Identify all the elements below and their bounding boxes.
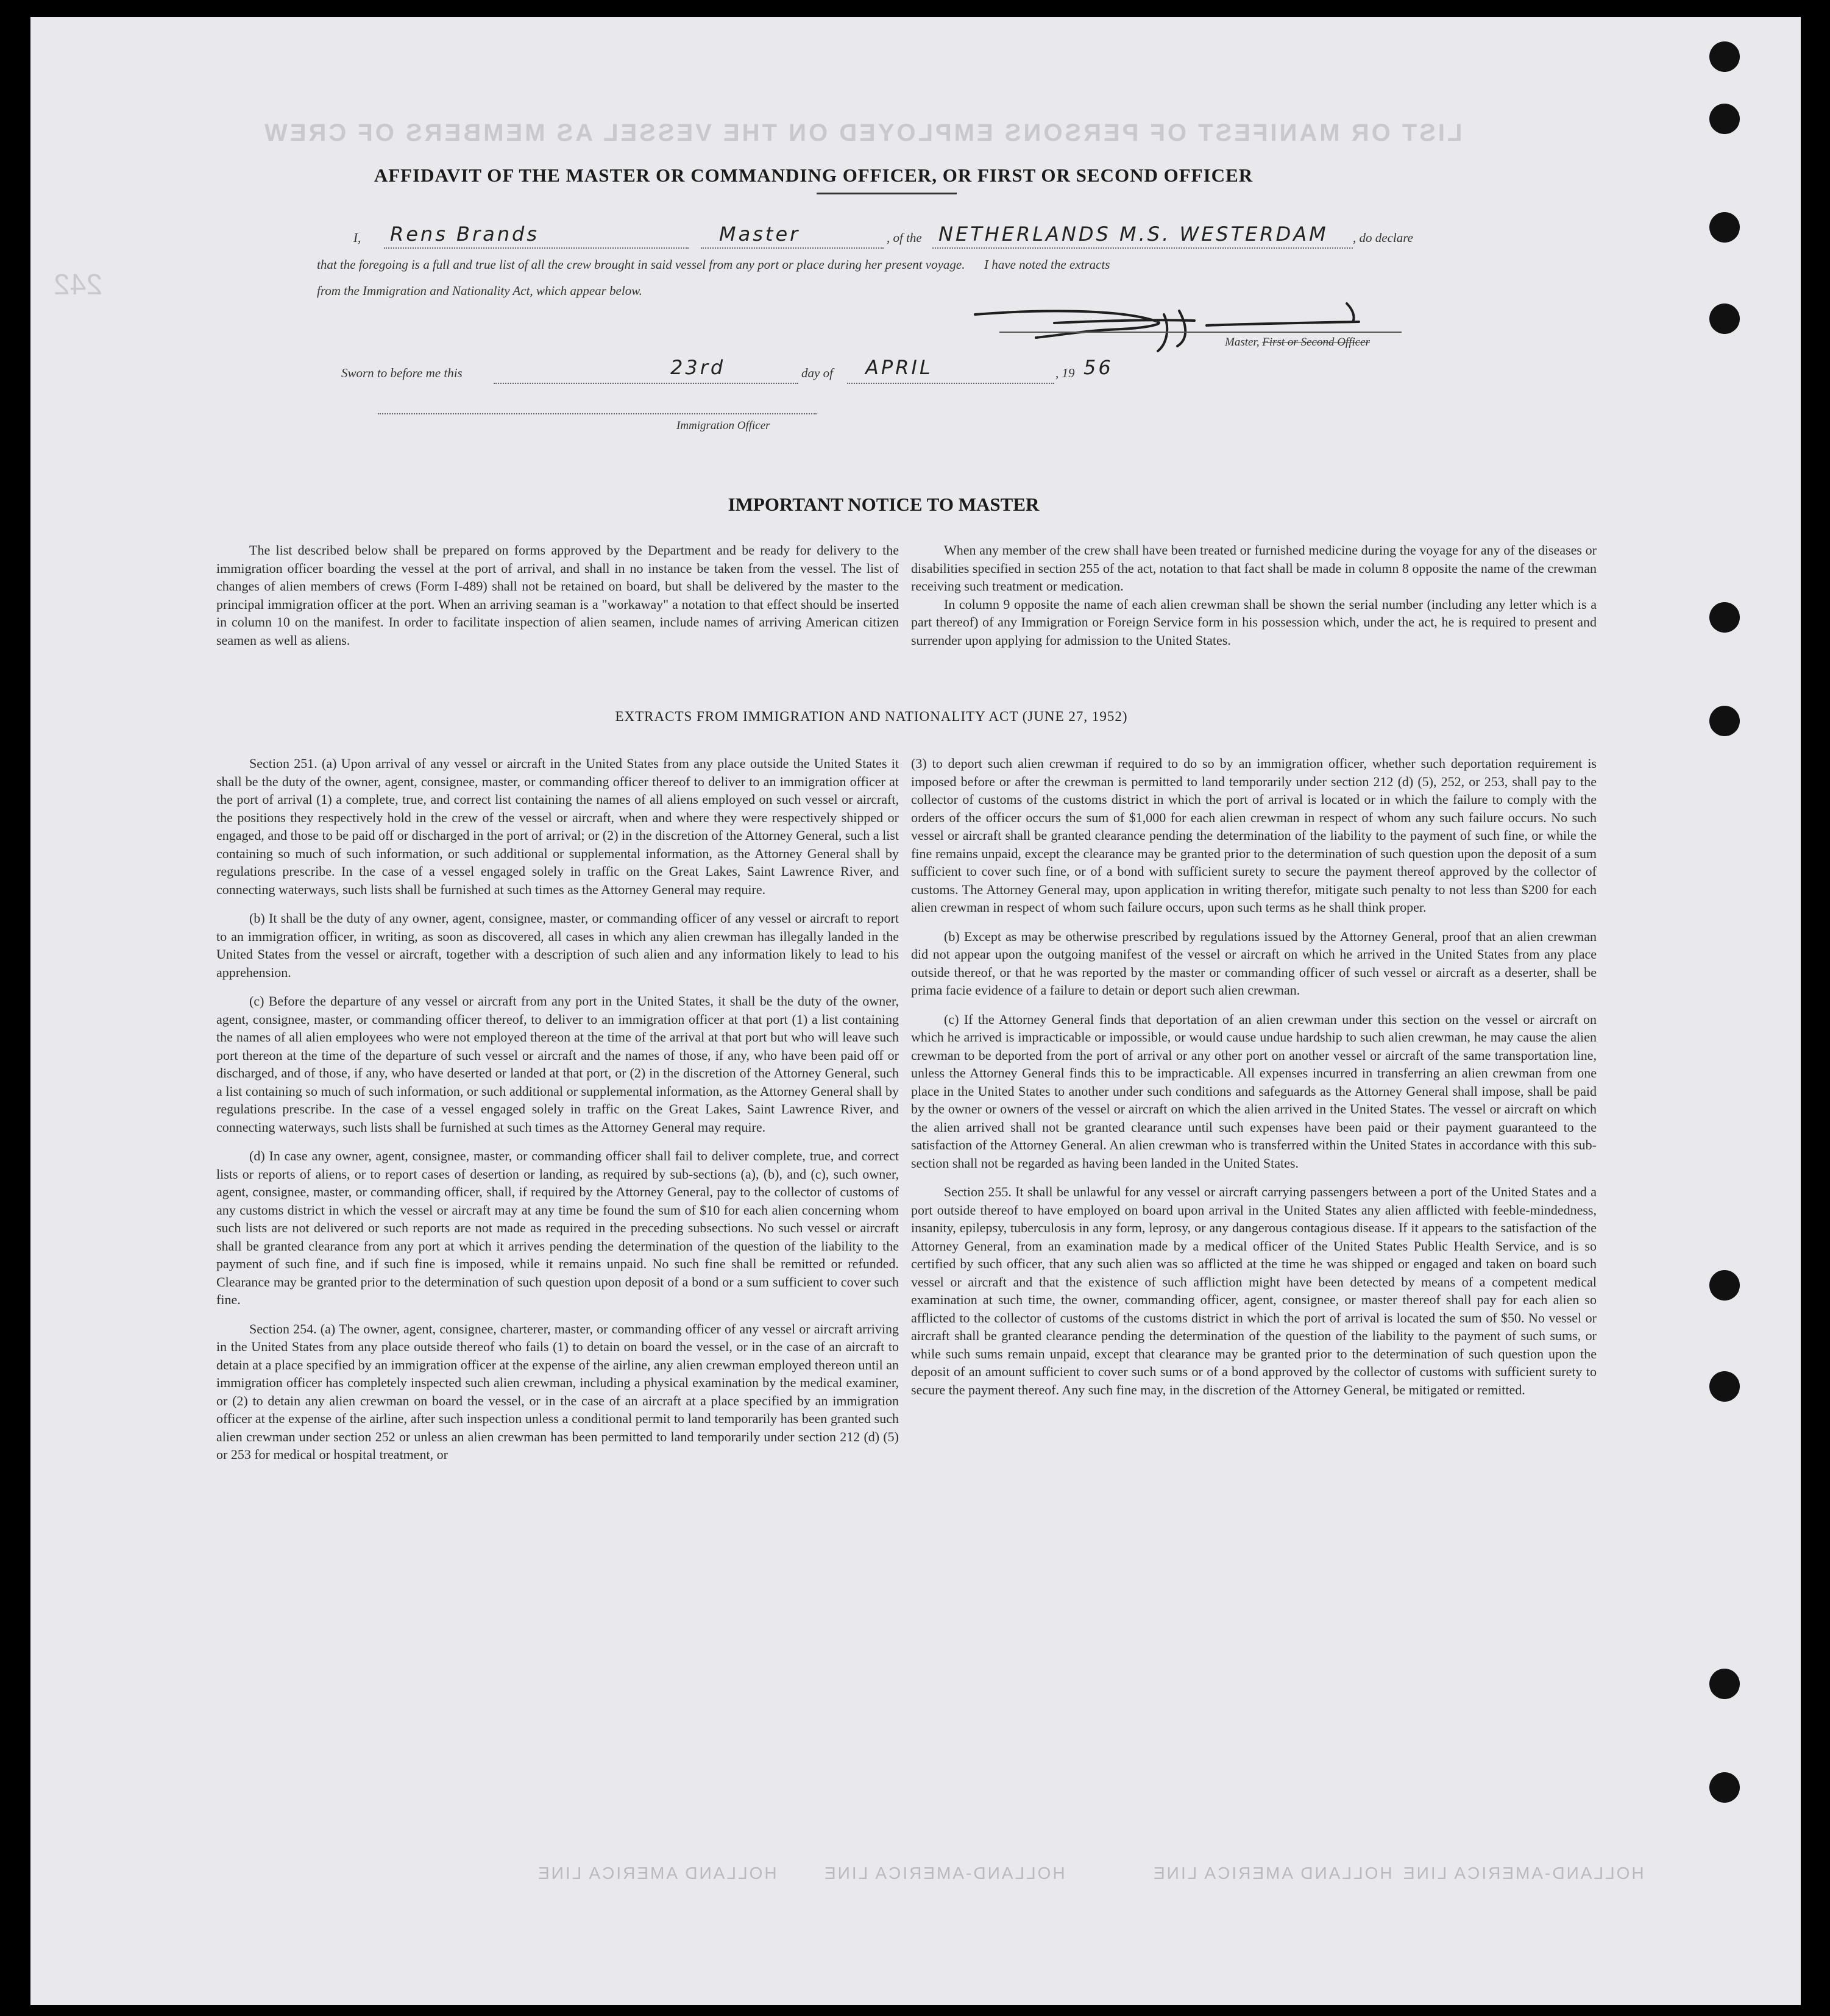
bleed-through-number: 242 [54, 269, 103, 301]
year-prefix: , 19 [1055, 366, 1075, 380]
declaration-i: I, [353, 230, 361, 245]
section-255: Section 255. It shall be unlawful for any vessel or aircraft carrying passengers between a port of the United States and a port outside thereof to have employed on board upon arrival in the United States any alien afflicted with feeble-mindedness, insanity, epilepsy, tuberculosis in any form, leprosy, or any dangerous contagious disease. If it appears to the satisfaction of the Attorney General, from an examination made by a medical officer of the United States Public Health Service, and is so certified by such officer, that any such alien was so afflicted at the time he was shipped or engaged and taken on board such vessel or aircraft and that the existence of such affliction might have been detected by means of a competent medical examination at such time, the owner, commanding officer, agent, consignee, or master thereof shall pay for each alien so afflicted to the collector of customs of the customs district in which the port of arrival is located the sum of $50. No vessel or aircraft shall be granted clearance pending the determination of the question of the liability to the payment of such sums, or while such sums remain unpaid, except that clearance may be granted prior to the determination of such question upon the deposit of an amount sufficient to cover such sums or of a bond approved by the collector of customs with sufficient surety to secure the payment thereof. Any such fine may, in the discretion of the Attorney General, be mitigated or remitted. [911, 1184, 1597, 1397]
notice-title: IMPORTANT NOTICE TO MASTER [728, 494, 1040, 515]
bleed-through-footer: HOLLAND-AMERICA LINE [823, 1864, 1065, 1883]
master-name: Rens Brands [390, 222, 540, 246]
bleed-through-footer: HOLLAND AMERICA LINE [536, 1864, 777, 1883]
binder-hole [1709, 1669, 1740, 1699]
declaration-do-declare: , do declare [1353, 230, 1413, 245]
day-of-label: day of [801, 366, 833, 380]
section-254-a: Section 254. (a) The owner, agent, consignee, charterer, master, or commanding officer of any vessel or aircraft arriving in the United States from any place outside thereof who fails (1) to detain on board the vessel, or in the case of an aircraft to detain at a place specified by an immigration officer at the expense of the airline, any alien crewman employed thereon until an immigration officer has completely inspected such alien crewman, including a physical examination by the medical examiner, or (2) to detain any alien crewman on board the vessel, or in the case of an aircraft at a place specified by an immigration officer at the expense of the airline, after such inspection unless a conditional permit to land temporarily has been granted such alien crewman under section 252 or unless an alien crewman has been permitted to land temporarily under section 212 (d) (5) or 253 for medical or hospital treatment, or [216, 1321, 899, 1462]
rank: Master [719, 222, 801, 246]
vessel-name: NETHERLANDS M.S. WESTERDAM [938, 222, 1328, 246]
extracts-right-column [911, 754, 1597, 1399]
bleed-through-footer: HOLLAND AMERICA LINE [1152, 1864, 1392, 1883]
binder-hole [1709, 1270, 1740, 1301]
binder-hole [1709, 303, 1740, 334]
binder-hole [1709, 706, 1740, 736]
section-254-b: (b) Except as may be otherwise prescribed by regulations issued by the Attorney General, proof that an alien crewman did not appear upon the outgoing manifest of the vessel or aircraft on which he arrived in the United States from any place outside thereof, or that he was reported by the master or commanding officer of such vessel or aircraft as a deserter, shall be prima facie evidence of a failure to detain or deport such alien crewman. [911, 928, 1597, 998]
document-page [30, 17, 1801, 2005]
rank-line [701, 247, 884, 249]
notice-right-paragraph: In column 9 opposite the name of each alien crewman shall be shown the serial number (including any letter which is a part thereof) of any Immigration or Foreign Service form in his possession which, under the act, he is required to present and surrender upon applying for admission to the United States. [911, 596, 1597, 648]
section-251-c: (c) Before the departure of any vessel or aircraft from any port in the United States, it shall be the duty of the owner, agent, consignee, master, or commanding officer thereof, to deliver to an immigration officer at that port (1) a list containing the names of all alien employees who were not employed thereon at the time of the arrival at that port but who will leave such port thereon at the time of the departure of such vessel or aircraft and the names of those, if any, who have been paid off or discharged, and of those, if any, who have deserted or landed at that port, or (2) in the discretion of the Attorney General, such a list containing so much of such information, or such additional or supplemental information, as the Attorney General shall by regulations prescribe. In the case of a vessel engaged solely in traffic on the Great Lakes, Saint Lawrence River, and connecting waterways, such lists shall be furnished at such times as the Attorney General may require. [216, 993, 899, 1135]
declaration-of-the: , of the [887, 230, 922, 245]
section-254-a-cont: (3) to deport such alien crewman if required to do so by an immigration officer, whether such deportation requirement is imposed before or after the crewman is permitted to land temporarily under section 212 (d) (5), 252, or 253, shall pay to the collector of customs of the customs district in which the port of arrival is located or in which the failure to comply with the orders of the officer occurs the sum of $1,000 for each alien crewman in respect of whom any such failure occurs. No such vessel or aircraft shall be granted clearance pending the determination of the liability to the payment of such fine, or while the fine remains unpaid, except the clearance may be granted prior to the determination of such question upon the deposit of a sum sufficient to cover such fine, or of a bond with sufficient surety to secure the payment thereof approved by the collector of customs. The Attorney General may, upon application in writing therefor, mitigate such penalty to not less than $200 for each alien crewman in respect of whom such failure occurs, upon such terms as he shall think proper. [911, 756, 1597, 915]
binder-hole [1709, 41, 1740, 72]
immigration-officer-label: Immigration Officer [676, 419, 770, 432]
signature-line [999, 332, 1402, 333]
immigration-officer-line [378, 413, 817, 414]
title-rule [817, 193, 957, 194]
declaration-line-2: that the foregoing is a full and true list of all the crew brought in said vessel from any port or place during her present voyage. I have noted the extracts [317, 257, 1110, 272]
bleed-through-footer: HOLLAND-AMERICA LINE [1402, 1864, 1644, 1883]
extracts-heading: EXTRACTS FROM IMMIGRATION AND NATIONALITY ACT (JUNE 27, 1952) [615, 709, 1128, 724]
sworn-label: Sworn to before me this [341, 366, 463, 380]
master-name-line [384, 247, 689, 249]
declaration-line-3: from the Immigration and Nationality Act, which appear below. [317, 283, 642, 298]
sworn-year: 56 [1083, 356, 1113, 379]
bleed-through-heading: LIST OR MANIFEST OF PERSONS EMPLOYED ON THE VESSEL AS MEMBERS OF CREW [262, 119, 1463, 146]
sworn-month-line [847, 383, 1054, 384]
sworn-month: APRIL [865, 356, 933, 379]
binder-hole [1709, 602, 1740, 633]
section-251-a: Section 251. (a) Upon arrival of any vessel or aircraft in the United States from any place outside the United States it shall be the duty of the owner, agent, consignee, master, or commanding officer thereof to deliver to an immigration officer at the port of arrival (1) a complete, true, and correct list containing the names of all aliens employed on such vessel or aircraft, the positions they respectively hold in the crew of the vessel or aircraft, when and where they were respectively shipped or engaged, and those to be paid off or discharged in the port of arrival; or (2) in the discretion of the Attorney General, such a list containing so much of such information, or such additional or supplemental information, as the Attorney General shall by regulations prescribe. In the case of a vessel engaged solely in traffic on the Great Lakes, Saint Lawrence River, and connecting waterways, such lists shall be furnished at such times as the Attorney General may require. [216, 756, 899, 897]
signature-caption-struck: First or Second Officer [1262, 336, 1371, 349]
affidavit-title: AFFIDAVIT OF THE MASTER OR COMMANDING OFFICER, OR FIRST OR SECOND OFFICER [374, 165, 1254, 186]
binder-hole [1709, 104, 1740, 134]
sworn-day: 23rd [670, 356, 726, 379]
notice-left-paragraph: The list described below shall be prepared on forms approved by the Department and be ready for delivery to the immigration officer boarding the vessel at the port of arrival, and shall in no instance be taken from the vessel. The list of changes of alien members of crews (Form I-489) shall not be retained on board, but shall be delivered by the master to the principal immigration officer at the port. When an arriving seaman is a "workaway" a notation to that effect should be inserted in column 10 on the manifest. In order to facilitate inspection of alien seamen, include names of arriving American citizen seamen as well as aliens. [216, 542, 899, 648]
binder-hole [1709, 1772, 1740, 1803]
extracts-left-column [216, 754, 899, 1464]
section-254-c: (c) If the Attorney General finds that deportation of an alien crewman under this section on the vessel or aircraft on which he arrived is impracticable or impossible, or would cause undue hardship to such alien crewman, he may cause the alien crewman to be deported from the port of arrival or any other port on another vessel or aircraft of the same transportation line, unless the Attorney General finds this to be impracticable. All expenses incurred in transferring an alien crewman from one place in the United States to another under such conditions and safeguards as the Attorney General shall impose, shall be paid by the owner or owners of the vessel or aircraft on which the alien arrived in the United States. The vessel or aircraft on which the alien arrived shall not be granted clearance until such expenses have been paid or their payment guaranteed to the satisfaction of the Attorney General. An alien crewman who is transferred within the United States in accordance with this sub-section shall not be regarded as having been landed in the United States. [911, 1011, 1597, 1171]
section-251-d: (d) In case any owner, agent, consignee, master, or commanding officer shall fail to deliver complete, true, and correct lists or reports of aliens, or to report cases of desertion or landing, as required by sub-sections (a), (b), and (c), such owner, agent, consignee, master, or commanding officer, shall, if required by the Attorney General, pay to the collector of customs of any customs district in which the vessel or aircraft may at any time be found the sum of $10 for each alien concerning whom such lists are not delivered or such reports are not made as required in the preceding subsections. No such vessel or aircraft shall be granted clearance from any port at which it arrives pending the determination of the question of the liability to the payment of such fine, and if such fine is imposed, while it remains unpaid. No such fine shall be remitted or refunded. Clearance may be granted prior to the determination of such question upon deposit of a bond or a sum sufficient to cover such fine. [216, 1148, 899, 1307]
signature-caption [1225, 336, 1370, 349]
sworn-day-line [494, 383, 798, 384]
vessel-line [932, 247, 1353, 249]
notice-right-column [911, 541, 1597, 649]
binder-hole [1709, 212, 1740, 243]
notice-right-paragraph: When any member of the crew shall have been treated or furnished medicine during the voyage for any of the diseases or disabilities specified in section 255 of the act, notation to that fact shall be made in column 8 opposite the name of the crewman receiving such treatment or medication. [911, 542, 1597, 594]
signature-caption-master: Master, [1225, 336, 1260, 349]
binder-hole [1709, 1371, 1740, 1402]
notice-left-column [216, 541, 899, 649]
section-251-b: (b) It shall be the duty of any owner, agent, consignee, master, or commanding officer of any vessel or aircraft to report to an immigration officer, in writing, as soon as discovered, all cases in which any alien crewman has illegally landed in the United States from the vessel or aircraft, together with a description of such alien and any information likely to lead to his apprehension. [216, 910, 899, 980]
